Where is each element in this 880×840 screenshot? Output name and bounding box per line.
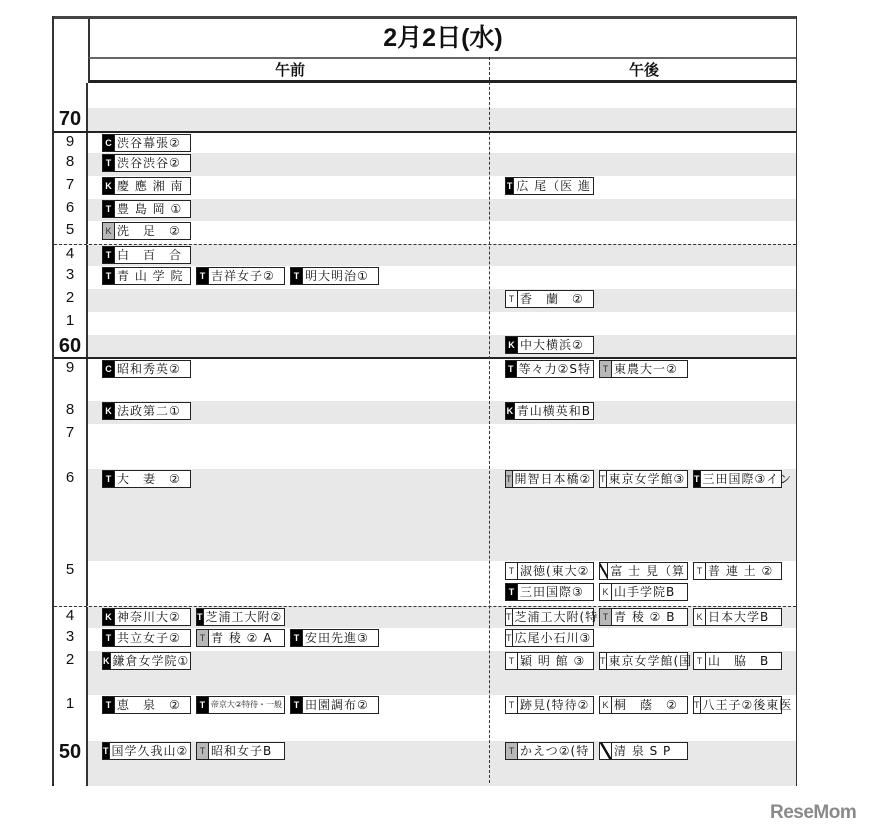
- table-row: [54, 651, 796, 695]
- score-label: 60: [54, 335, 88, 357]
- exam-type-tag: T: [197, 743, 209, 759]
- school-name: 帝京大②特待・一般: [210, 700, 282, 709]
- school-badge[interactable]: [102, 246, 191, 264]
- exam-type-tag: T: [197, 697, 209, 713]
- school-name: 等々力②S特: [518, 362, 591, 376]
- school-name: 芝浦工大附②: [205, 610, 283, 624]
- school-badge[interactable]: [102, 134, 191, 152]
- pm-cell: [505, 608, 797, 626]
- header-am: 午前: [274, 61, 305, 79]
- school-badge[interactable]: [693, 652, 782, 670]
- table-row: [54, 424, 796, 469]
- score-label: 1: [54, 695, 88, 717]
- school-badge[interactable]: [505, 742, 594, 760]
- table-row: [54, 176, 796, 199]
- school-name: 広 尾（医 進: [516, 179, 591, 193]
- score-label: 5: [54, 221, 88, 243]
- pm-cell: [505, 336, 797, 354]
- school-badge[interactable]: [599, 742, 688, 760]
- school-name: 安田先進③: [305, 631, 369, 645]
- table-row: [54, 469, 796, 561]
- school-name: 淑徳(東大②: [520, 564, 590, 578]
- score-label: 3: [54, 266, 88, 288]
- pm-cell: [505, 177, 797, 195]
- school-badge[interactable]: [599, 608, 688, 626]
- school-name: 東京女学館③: [608, 472, 686, 486]
- exam-type-tag: T: [291, 630, 303, 646]
- exam-type-tag: K: [506, 403, 515, 419]
- exam-type-tag: T: [291, 697, 303, 713]
- school-name: 吉祥女子②: [211, 269, 275, 283]
- exam-type-tag: K: [103, 653, 111, 669]
- exam-type-tag: T: [506, 563, 518, 579]
- school-badge[interactable]: [290, 629, 379, 647]
- school-name: 山 脇 B: [708, 654, 770, 668]
- school-name: 東京女学館(国: [608, 654, 693, 668]
- school-name: 渋谷幕張②: [117, 136, 181, 150]
- score-label: 9: [54, 133, 88, 155]
- school-badge[interactable]: [505, 583, 594, 601]
- table-row: [54, 312, 796, 335]
- school-badge[interactable]: [505, 290, 594, 308]
- school-name: 法政第二①: [117, 404, 181, 418]
- exam-type-tag: T: [506, 743, 518, 759]
- school-badge[interactable]: [693, 696, 793, 714]
- am-cell: [102, 742, 492, 760]
- school-name: 八王子②後東医: [702, 698, 793, 712]
- am-cell: [102, 154, 492, 172]
- table-row: [54, 199, 796, 221]
- exam-type-tag: T: [600, 653, 607, 669]
- score-label: 6: [54, 469, 88, 491]
- exam-type-tag: T: [103, 155, 115, 171]
- exam-type-tag: T: [506, 471, 513, 487]
- school-badge[interactable]: [505, 629, 594, 647]
- school-badge[interactable]: [102, 608, 191, 626]
- schedule-rows: [54, 83, 796, 786]
- table-row: [54, 83, 796, 108]
- exam-type-tag: T: [506, 584, 518, 600]
- resemom-logo: ReseMom: [770, 802, 857, 823]
- pm-cell: [505, 470, 797, 488]
- school-badge[interactable]: [505, 696, 594, 714]
- score-label: 4: [54, 607, 88, 629]
- school-name: 日本大学B: [708, 610, 770, 624]
- school-badge[interactable]: [102, 402, 191, 420]
- school-name: 富 士 見（算: [610, 564, 685, 578]
- am-cell: [102, 267, 492, 285]
- table-row: [54, 357, 796, 401]
- exam-type-tag: T: [506, 609, 513, 625]
- school-name: 清 泉 S P: [614, 744, 672, 758]
- school-name: かえつ②(特: [520, 744, 590, 758]
- school-badge[interactable]: [102, 652, 191, 670]
- school-name: 鎌倉女学院①: [112, 654, 190, 668]
- table-row: [54, 401, 796, 424]
- score-label: 2: [54, 651, 88, 673]
- score-label: 6: [54, 199, 88, 221]
- table-row: [54, 741, 796, 786]
- exam-type-tag: [600, 743, 612, 759]
- school-name: 昭和女子B: [211, 744, 273, 758]
- am-cell: [102, 134, 492, 152]
- school-badge[interactable]: [102, 222, 191, 240]
- school-name: 共立女子②: [117, 631, 181, 645]
- am-cell: [102, 222, 492, 240]
- am-cell: [102, 629, 492, 647]
- school-badge[interactable]: [102, 629, 191, 647]
- table-row: [54, 695, 796, 741]
- table-row: [54, 266, 796, 289]
- school-badge[interactable]: [693, 470, 793, 488]
- school-name: 青山横英和B: [516, 404, 591, 418]
- table-row: [54, 108, 796, 131]
- score-label: 8: [54, 401, 88, 423]
- am-cell: [102, 177, 492, 195]
- exam-type-tag: K: [506, 337, 518, 353]
- school-badge[interactable]: [196, 267, 285, 285]
- exam-type-tag: T: [103, 268, 115, 284]
- school-badge[interactable]: [505, 177, 594, 195]
- school-name: 東農大一②: [614, 362, 678, 376]
- school-badge[interactable]: [505, 470, 594, 488]
- school-badge[interactable]: [102, 177, 191, 195]
- school-badge[interactable]: [505, 402, 594, 420]
- school-name: 青 山 学 院: [117, 269, 184, 283]
- am-cell: [102, 402, 492, 420]
- school-badge[interactable]: [599, 583, 688, 601]
- table-row: [54, 221, 796, 244]
- score-label: 7: [54, 424, 88, 446]
- exam-type-tag: K: [103, 223, 115, 239]
- am-cell: [102, 470, 492, 488]
- school-name: 山手学院B: [614, 585, 676, 599]
- exam-type-tag: T: [600, 471, 607, 487]
- score-label: 50: [54, 741, 88, 763]
- score-label: 7: [54, 176, 88, 198]
- pm-cell: [505, 696, 797, 714]
- school-name: 昭和秀英②: [117, 362, 181, 376]
- school-name: 芝浦工大附(特: [514, 610, 599, 624]
- exam-type-tag: T: [600, 361, 612, 377]
- school-badge[interactable]: [196, 629, 285, 647]
- school-name: 香 蘭 ②: [520, 292, 584, 306]
- school-name: 田園調布②: [305, 698, 369, 712]
- school-name: 豊 島 岡 ①: [117, 202, 183, 216]
- school-badge[interactable]: [693, 608, 782, 626]
- pm-cell: [505, 360, 797, 378]
- exam-type-tag: T: [506, 361, 517, 377]
- school-name: 明大明治①: [305, 269, 369, 283]
- exam-type-tag: T: [600, 609, 612, 625]
- school-badge[interactable]: [102, 200, 191, 218]
- am-cell: [102, 696, 492, 714]
- column-header: [88, 57, 796, 83]
- school-badge[interactable]: [290, 696, 379, 714]
- school-badge[interactable]: [196, 608, 285, 626]
- school-badge[interactable]: [599, 562, 688, 580]
- exam-type-tag: K: [103, 403, 115, 419]
- score-label: 5: [54, 561, 88, 583]
- school-name: 三田国際③イン: [702, 472, 793, 486]
- pm-cell: [505, 742, 797, 760]
- am-cell: [102, 652, 492, 670]
- school-name: 跡見(特待②: [520, 698, 590, 712]
- school-badge[interactable]: [290, 267, 379, 285]
- school-name: 青 稜 ② A: [211, 631, 273, 645]
- exam-type-tag: K: [694, 609, 706, 625]
- exam-type-tag: T: [506, 697, 518, 713]
- school-badge[interactable]: [505, 336, 594, 354]
- school-name: 渋谷渋谷②: [117, 156, 181, 170]
- pm-cell: [505, 652, 797, 670]
- school-name: 穎 明 館 ③: [520, 654, 586, 668]
- school-name: 広尾小石川③: [514, 631, 592, 645]
- exam-type-tag: T: [197, 609, 204, 625]
- exam-type-tag: K: [600, 584, 612, 600]
- exam-type-tag: T: [694, 653, 706, 669]
- school-badge[interactable]: [102, 470, 191, 488]
- score-label: [54, 83, 88, 105]
- school-badge[interactable]: [102, 267, 191, 285]
- am-cell: [102, 608, 492, 626]
- header-pm: 午後: [628, 61, 659, 79]
- school-badge[interactable]: [505, 562, 594, 580]
- school-badge[interactable]: [599, 652, 693, 670]
- exam-type-tag: T: [103, 630, 115, 646]
- am-cell: [102, 246, 492, 264]
- score-label: 9: [54, 359, 88, 381]
- exam-type-tag: T: [291, 268, 303, 284]
- exam-type-tag: K: [600, 697, 612, 713]
- exam-type-tag: T: [506, 653, 518, 669]
- school-name: 洗 足 ②: [117, 224, 181, 238]
- am-pm-divider: [489, 57, 490, 783]
- exam-type-tag: T: [103, 743, 110, 759]
- exam-type-tag: T: [103, 471, 115, 487]
- table-row: [54, 153, 796, 176]
- score-label: 4: [54, 245, 88, 267]
- exam-type-tag: C: [103, 135, 115, 151]
- pm-cell: [505, 290, 797, 308]
- pm-cell: [505, 562, 797, 601]
- pm-cell: [505, 629, 797, 647]
- table-row: [54, 606, 796, 628]
- school-badge[interactable]: [102, 742, 191, 760]
- school-badge[interactable]: [102, 154, 191, 172]
- table-row: [54, 561, 796, 606]
- exam-type-tag: T: [103, 201, 115, 217]
- table-row: [54, 289, 796, 312]
- school-name: 普 連 土 ②: [708, 564, 774, 578]
- exam-type-tag: T: [506, 178, 514, 194]
- table-row: [54, 628, 796, 651]
- school-badge[interactable]: [505, 608, 599, 626]
- exam-type-tag: T: [103, 247, 115, 263]
- exam-type-tag: T: [103, 697, 115, 713]
- school-name: 国学久我山②: [111, 744, 189, 758]
- score-label: 3: [54, 628, 88, 650]
- score-label: 1: [54, 312, 88, 334]
- school-badge[interactable]: [505, 652, 594, 670]
- exam-type-tag: K: [103, 178, 115, 194]
- exam-type-tag: T: [506, 630, 513, 646]
- exam-type-tag: T: [197, 268, 209, 284]
- am-cell: [102, 360, 492, 378]
- school-name: 中大横浜②: [520, 338, 584, 352]
- table-row: [54, 335, 796, 357]
- school-name: 慶 應 湘 南: [117, 179, 184, 193]
- school-badge[interactable]: [102, 696, 191, 714]
- exam-type-tag: [600, 563, 608, 579]
- page-title: 2月2日(水): [88, 19, 796, 57]
- score-label: 8: [54, 153, 88, 175]
- score-label: 70: [54, 108, 88, 130]
- exam-type-tag: T: [694, 471, 701, 487]
- exam-type-tag: T: [506, 291, 518, 307]
- pm-cell: [505, 402, 797, 420]
- school-badge[interactable]: [693, 562, 782, 580]
- school-name: 大 妻 ②: [117, 472, 181, 486]
- school-name: 桐 蔭 ②: [614, 698, 678, 712]
- score-label: 2: [54, 289, 88, 311]
- school-badge[interactable]: [505, 360, 594, 378]
- table-row: [54, 131, 796, 153]
- school-name: 三田国際③: [520, 585, 584, 599]
- table-row: [54, 244, 796, 266]
- exam-type-tag: C: [103, 361, 115, 377]
- exam-type-tag: T: [694, 697, 701, 713]
- exam-type-tag: T: [694, 563, 706, 579]
- school-badge[interactable]: [102, 360, 191, 378]
- exam-type-tag: K: [103, 609, 115, 625]
- exam-schedule-table: [52, 16, 797, 786]
- school-badge[interactable]: [599, 470, 688, 488]
- school-name: 白 百 合: [117, 248, 183, 262]
- school-name: 開智日本橋②: [514, 472, 592, 486]
- school-badge[interactable]: [196, 696, 285, 714]
- school-name: 恵 泉 ②: [117, 698, 181, 712]
- school-name: 神奈川大②: [117, 610, 181, 624]
- am-cell: [102, 200, 492, 218]
- school-badge[interactable]: [599, 360, 688, 378]
- school-badge[interactable]: [196, 742, 285, 760]
- school-name: 青 稜 ② B: [614, 610, 676, 624]
- school-badge[interactable]: [599, 696, 688, 714]
- exam-type-tag: T: [197, 630, 209, 646]
